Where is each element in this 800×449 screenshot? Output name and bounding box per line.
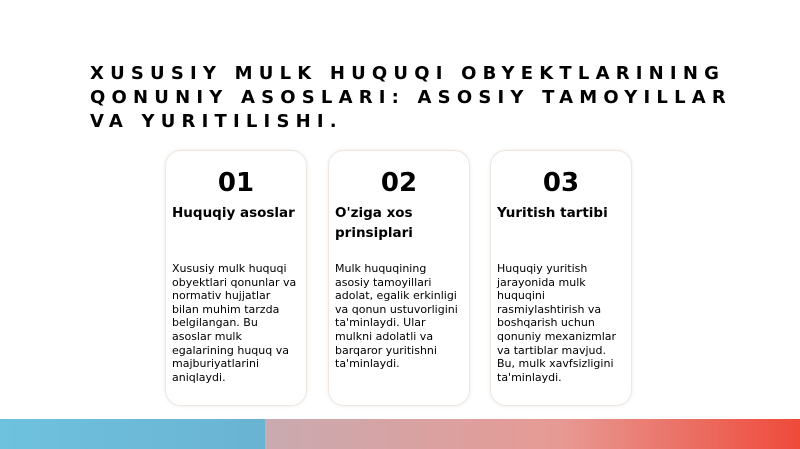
card-procedure	[490, 150, 632, 406]
card-heading: Huquqiy asoslar	[172, 205, 295, 221]
footer-bar-gradient	[265, 419, 800, 449]
card-principles	[328, 150, 470, 406]
card-legal-basis	[165, 150, 307, 406]
footer-bar-blue	[0, 419, 265, 449]
card-number: 01	[217, 168, 255, 198]
card-number: 03	[542, 168, 580, 198]
card-text: Xususiy mulk huquqi obyektlari qonunlar va normativ hujjatlar bilan muhim tarzda belgilangan. Bu asoslar mulk egalarining huquq va majburiyatlarini aniqlaydi.	[172, 262, 297, 384]
card-heading: Yuritish tartibi	[497, 205, 608, 221]
card-text: Mulk huquqining asosiy tamoyillari adolat, egalik erkinligi va qonun ustuvorligini ta'minlaydi. Ular mulkni adolatli va barqaror yuritishni ta'minlaydi.	[335, 262, 458, 371]
card-heading: O'ziga xos prinsiplari	[335, 205, 413, 241]
card-number: 02	[380, 168, 418, 198]
card-text: Huquqiy yuritish jarayonida mulk huquqini rasmiylashtirish va boshqarish uchun qonuniy mexanizmlar va tartiblar mavjud. Bu, mulk xavfsizligini ta'minlaydi.	[497, 262, 617, 384]
slide-title: XUSUSIY MULK HUQUQI OBYEKTLARINING QONUNIY ASOSLARI: ASOSIY TAMOYILLAR VA YURITILISHI.	[90, 63, 732, 132]
